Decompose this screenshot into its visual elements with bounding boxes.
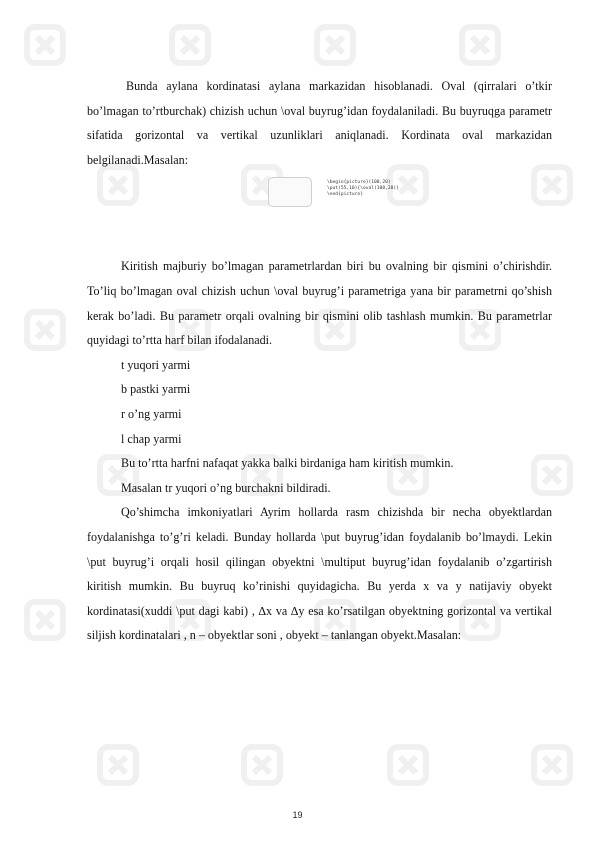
code-line: \end{picture} [327, 192, 363, 198]
code-line: \put(55,10){\oval(100,20)} [327, 186, 399, 192]
list-item-top-half: t yuqori yarmi [121, 357, 191, 372]
body-text [87, 74, 552, 648]
list-item-right-half: r o’ng yarmi [121, 406, 182, 421]
page-number: 19 [292, 810, 303, 820]
example-note: Masalan tr yuqori o’ng burchakni bildiradi. [121, 480, 331, 495]
oval-example-figure [87, 172, 552, 226]
paragraph-multiput: Qo’shimcha imkoniyatlari Ayrim hollarda rasm chizishda bir necha obyektlardan foydalanishga to’g’ri keladi. Bunday hollarda \put buyrug’idan foydalanib bo’lmaydi. Lekin \put buyrug’i orqali hosil qilingan obyektni \multiput buyrug’idan foydalanib o’zgartirish kiritish mumkin. Bu buyruq ko’rinishi quyidagicha. Bu yerda x va y natijaviy obyekt kordinatasi(xuddi \put dagi kabi) , ∆x va ∆y esa ko’rsatilgan obyektning gorizontal va vertikal siljish kordinatalari , n – obyektlar soni , obyekt – tanlangan obyekt.Masalan: [87, 505, 552, 643]
spacer [87, 226, 552, 254]
combination-note: Bu to’rtta harfni nafaqat yakka balki birdaniga ham kiritish mumkin. [121, 456, 454, 471]
list-item-left-half: l chap yarmi [121, 431, 182, 446]
paragraph-oval-intro: Bunda aylana kordinatasi aylana markazidan hisoblanadi. Oval (qirralari o’tkir bo’lmagan to’rtburchak) chizish uchun \oval buyrug’idan foydalaniladi. Bu buyruqga parametr sifatida gorizontal va vertikal uzunliklari aniqlanadi. Kordinata oval markazidan belgilanadi.Masalan: [87, 79, 552, 167]
oval-example-image [268, 177, 312, 207]
oval-example-code [327, 180, 399, 198]
paragraph-partial-oval: Kiritish majburiy bo’lmagan parametrlardan biri bu ovalning bir qismini o’chirishdir. To’liq bo’lmagan oval chizish uchun \oval buyrug’i parametriga yana bir parametrni qo’shish kerak bo’ladi. Bu parametr orqali ovalning bir qismini olib tashlash mumkin. Bu parametrlar quyidagi to’rtta harf bilan ifodalanadi. [87, 259, 552, 348]
list-item-bottom-half: b pastki yarmi [121, 382, 191, 397]
code-line: \begin{picture}(100,20) [327, 180, 391, 186]
